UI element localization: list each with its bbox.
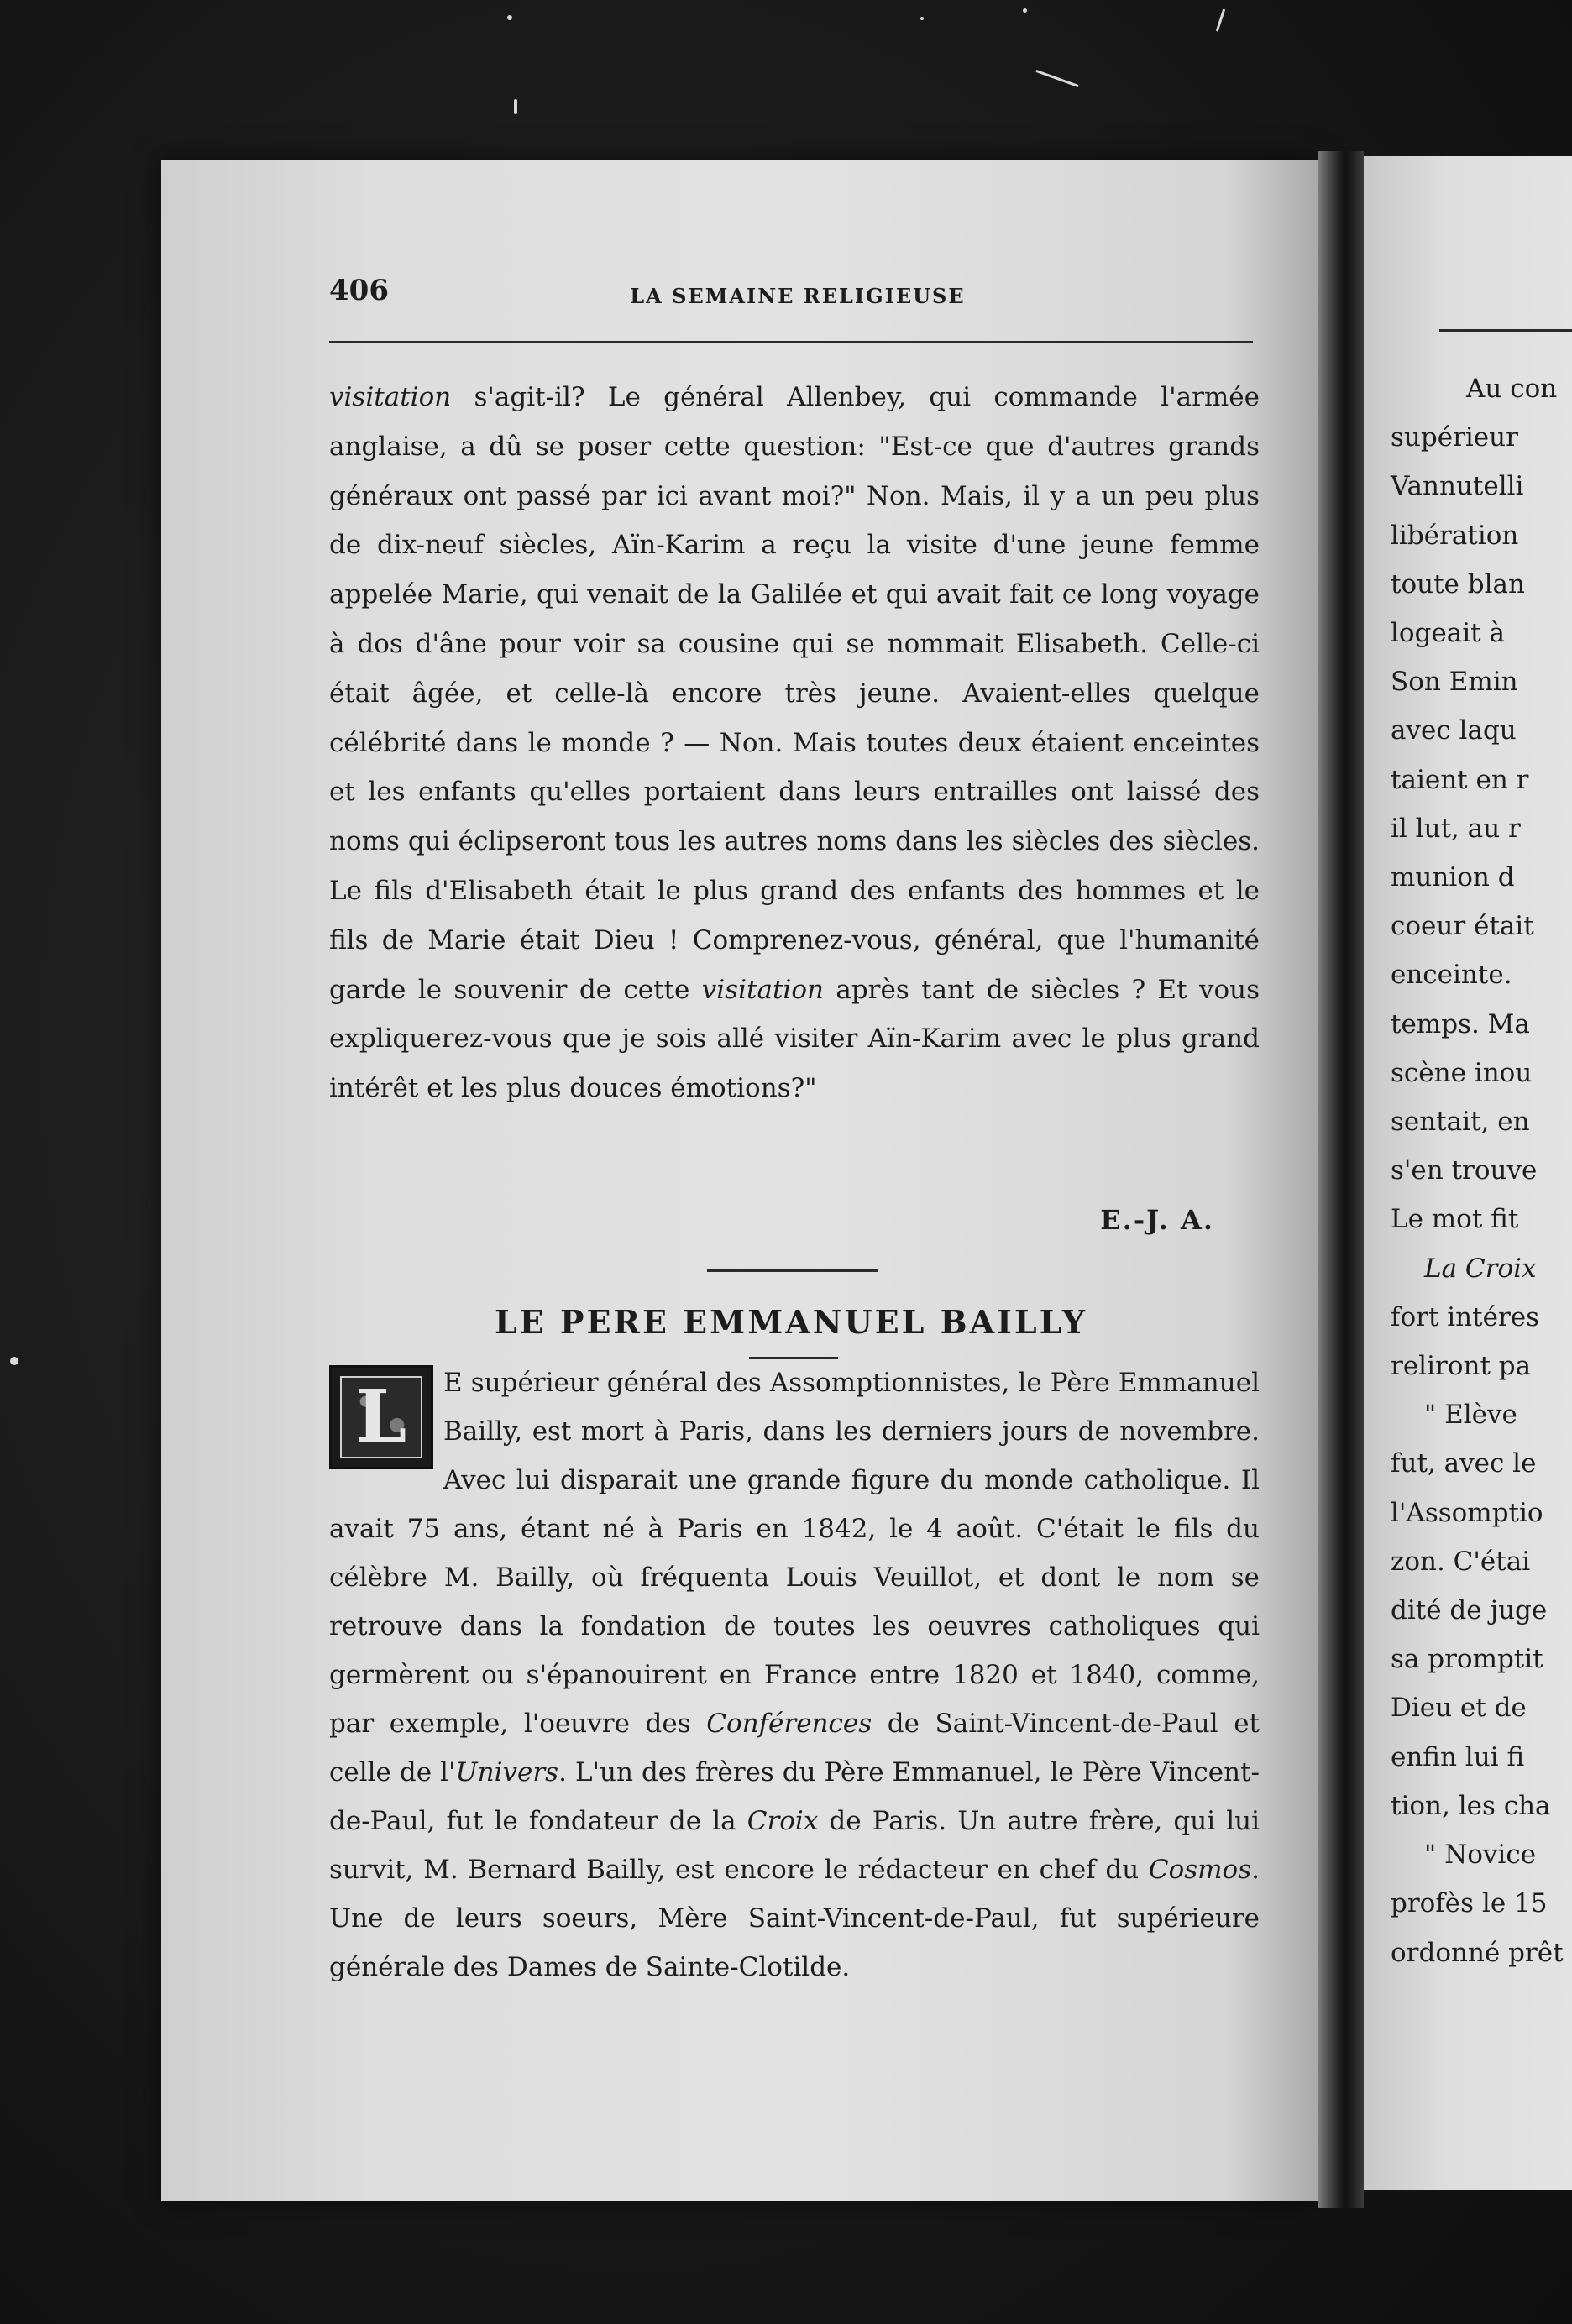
continuation-text-part: après tant de siècles ? Et vous expliquerez-vous que je sois allé visiter Aïn-Karim avec le plus grand intérêt et les plus douces émotions?": [329, 974, 1260, 1104]
continuation-paragraph: [329, 373, 1260, 1113]
film-scratch: [514, 99, 517, 114]
right-page-header-rule: [1439, 329, 1572, 332]
decorative-drop-cap: [329, 1365, 433, 1469]
right-line: coeur était: [1391, 911, 1534, 942]
right-line: profès le 15: [1391, 1888, 1548, 1919]
italic-title: Croix: [747, 1806, 819, 1836]
right-line: l'Assomptio: [1391, 1497, 1543, 1528]
right-line: enceinte.: [1391, 960, 1512, 991]
article-text: . Une de leurs soeurs, Mère Saint-Vincent-de-Paul, fut supérieure générale des Dames de Sainte-Clotilde.: [329, 1855, 1260, 1982]
right-page-text: [1391, 364, 1572, 1977]
right-line: dité de juge: [1391, 1595, 1548, 1626]
right-line: supérieur: [1391, 422, 1518, 453]
right-line: enfin lui fi: [1391, 1741, 1525, 1772]
italic-title: Univers: [455, 1757, 559, 1787]
right-line: reliront pa: [1391, 1351, 1532, 1382]
right-line: " Novice: [1424, 1840, 1537, 1871]
right-line: sa promptit: [1391, 1644, 1543, 1675]
article-title: LE PERE EMMANUEL BAILLY: [494, 1303, 1088, 1341]
continuation-text-part: s'agit-il? Le général Allenbey, qui commande l'armée anglaise, a dû se poser cette question: "Est-ce que d'autres grands généraux ont passé par ici avant moi?" Non. Mais, il y a un peu plus de dix-neuf siècles, Aïn-Karim a reçu la visite d'une jeune femme appelée Marie, qui venait de la Galilée et qui avait fait ce long voyage à dos d'âne pour voir sa cousine qui se nommait Elisabeth. Celle-ci était âgée, et celle-là encore très jeune. Avaient-elles quelque célébrité dans le monde ? — Non. Mais toutes deux étaient enceintes et les enfants qu'elles portaient dans leurs entrailles ont laissé des noms qui éclipseront tous les autres noms dans les siècles des siècles. Le fils d'Elisabeth était le plus grand des enfants des hommes et le fils de Marie était Dieu ! Comprenez-vous, général, que l'humanité garde le souvenir de cette: [329, 382, 1260, 1005]
right-line: ordonné prêt: [1391, 1937, 1564, 1968]
continuation-text: [329, 373, 1260, 1113]
right-line: Dieu et de: [1391, 1693, 1527, 1724]
right-line: libération: [1391, 520, 1519, 551]
right-line: scène inou: [1391, 1057, 1533, 1088]
right-line: Son Emin: [1391, 667, 1518, 698]
film-speck: [10, 1357, 18, 1365]
right-line: " Elève: [1424, 1400, 1517, 1431]
italic-word: visitation: [329, 382, 452, 412]
page-number: 406: [329, 274, 389, 307]
right-line: s'en trouve: [1391, 1155, 1538, 1186]
right-line: avec laqu: [1391, 715, 1517, 746]
film-scratch: [1035, 70, 1079, 87]
film-speck: [920, 17, 924, 20]
article-text: . L'un des frères du Père Emmanuel, le Père Vincent-de-Paul, fut le fondateur de la: [329, 1757, 1260, 1836]
article-body: [329, 1358, 1260, 1992]
right-line: La Croix: [1424, 1253, 1537, 1284]
right-line: tion, les cha: [1391, 1790, 1551, 1821]
right-line: il lut, au r: [1391, 813, 1521, 844]
film-speck: [1023, 8, 1027, 13]
right-line: zon. C'étai: [1391, 1546, 1531, 1577]
right-line: sentait, en: [1391, 1107, 1530, 1138]
italic-word: visitation: [701, 974, 824, 1005]
right-line: Au con: [1466, 374, 1558, 404]
running-head: LA SEMAINE RELIGIEUSE: [630, 284, 966, 308]
author-signature: E.-J. A.: [1100, 1204, 1214, 1236]
book-gutter: [1318, 151, 1364, 2208]
article-text: de Saint-Vincent-de-Paul et celle de l': [329, 1709, 1260, 1787]
header-rule: [329, 341, 1253, 343]
film-scratch: [1216, 8, 1226, 32]
right-line: munion d: [1391, 862, 1515, 893]
italic-title: Conférences: [706, 1709, 872, 1739]
article-text: E supérieur général des Assomptionnistes, le Père Emmanuel Bailly, est mort à Paris, dans les derniers jours de novembre. Avec lui disparait une grande figure du monde catholique. Il avait 75 ans, étant né à Paris en 1842, le 4 août. C'était le fils du célèbre M. Bailly, où fréquenta Louis Veuillot, et dont le nom se retrouve dans la fondation de toutes les oeuvres catholiques qui germèrent ou s'épanouirent en France entre 1820 et 1840, comme, par exemple, l'oeuvre des: [329, 1368, 1260, 1739]
right-line: fut, avec le: [1391, 1448, 1537, 1479]
right-line: logeait à: [1391, 618, 1505, 649]
right-line: Vannutelli: [1391, 471, 1524, 502]
right-line: toute blan: [1391, 568, 1525, 599]
right-line: taient en r: [1391, 764, 1529, 795]
article-text: de Paris. Un autre frère, qui lui survit, M. Bernard Bailly, est encore le rédacteur en chef du: [329, 1806, 1260, 1885]
drop-cap-letter: L: [355, 1374, 407, 1459]
right-line: Le mot fit: [1391, 1204, 1519, 1235]
italic-title: Cosmos: [1148, 1855, 1252, 1885]
film-speck: [507, 15, 512, 20]
right-line: temps. Ma: [1391, 1008, 1530, 1039]
right-line: fort intéres: [1391, 1301, 1540, 1332]
